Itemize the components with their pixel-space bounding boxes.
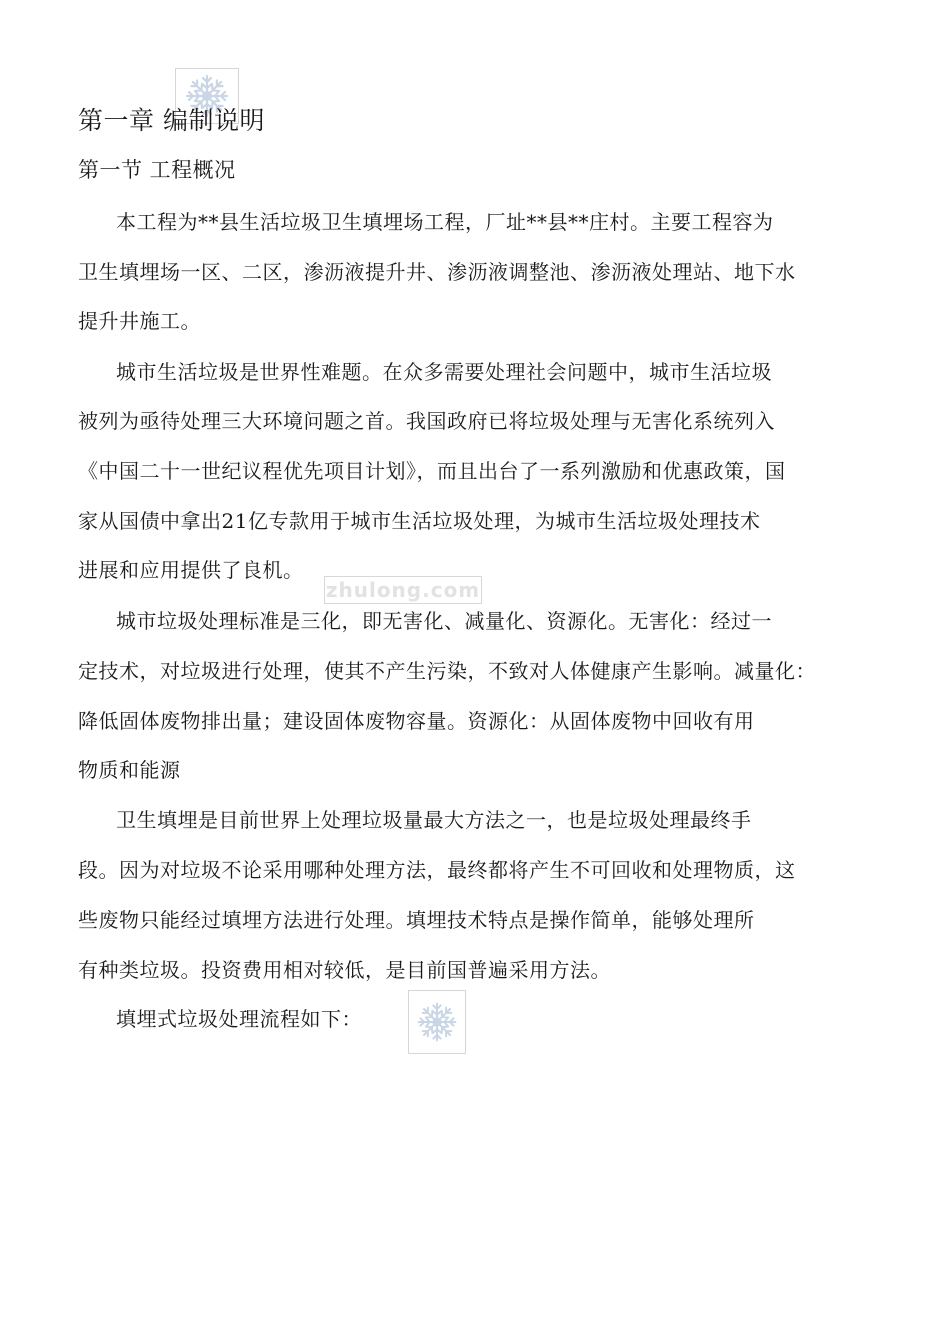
- section-heading: 第一节 工程概况: [78, 158, 236, 182]
- seal-logo-bottom: [408, 990, 466, 1054]
- snowflake-seal-icon: [414, 997, 460, 1047]
- paragraph-line: 物质和能源: [78, 758, 181, 782]
- paragraph-line: 降低固体废物排出量；建设固体废物容量。资源化：从固体废物中回收有用: [78, 709, 755, 733]
- paragraph-line: 本工程为**县生活垃圾卫生填埋场工程，厂址**县**庄村。主要工程容为: [116, 210, 774, 234]
- paragraph-line: 段。因为对垃圾不论采用哪种处理方法，最终都将产生不可回收和处理物质，这: [78, 858, 796, 882]
- watermark: zhulong.com: [325, 578, 481, 602]
- paragraph-line: 家从国债中拿出21亿专款用于城市生活垃圾处理，为城市生活垃圾处理技术: [78, 509, 761, 533]
- paragraph-line: 被列为亟待处理三大环境问题之首。我国政府已将垃圾处理与无害化系统列入: [78, 409, 775, 433]
- paragraph-line: 些废物只能经过填埋方法进行处理。填埋技术特点是操作简单，能够处理所: [78, 908, 755, 932]
- paragraph-line: 卫生填埋是目前世界上处理垃圾量最大方法之一，也是垃圾处理最终手: [116, 808, 752, 832]
- paragraph-line: 卫生填埋场一区、二区，渗沥液提升井、渗沥液调整池、渗沥液处理站、地下水: [78, 260, 796, 284]
- chapter-heading: 第一章 编制说明: [78, 106, 265, 135]
- paragraph-line: 提升井施工。: [78, 309, 201, 333]
- paragraph-line: 定技术，对垃圾进行处理，使其不产生污染，不致对人体健康产生影响。减量化：: [78, 659, 816, 683]
- paragraph-line: 城市生活垃圾是世界性难题。在众多需要处理社会问题中，城市生活垃圾: [116, 360, 772, 384]
- paragraph-line: 《中国二十一世纪议程优先项目计划》，而且出台了一系列激励和优惠政策，国: [78, 459, 786, 483]
- paragraph-line: 有种类垃圾。投资费用相对较低，是目前国普遍采用方法。: [78, 958, 611, 982]
- paragraph-line: 城市垃圾处理标准是三化，即无害化、减量化、资源化。无害化：经过一: [116, 609, 772, 633]
- paragraph-line: 进展和应用提供了良机。: [78, 558, 304, 582]
- paragraph-line: 填埋式垃圾处理流程如下：: [116, 1007, 362, 1031]
